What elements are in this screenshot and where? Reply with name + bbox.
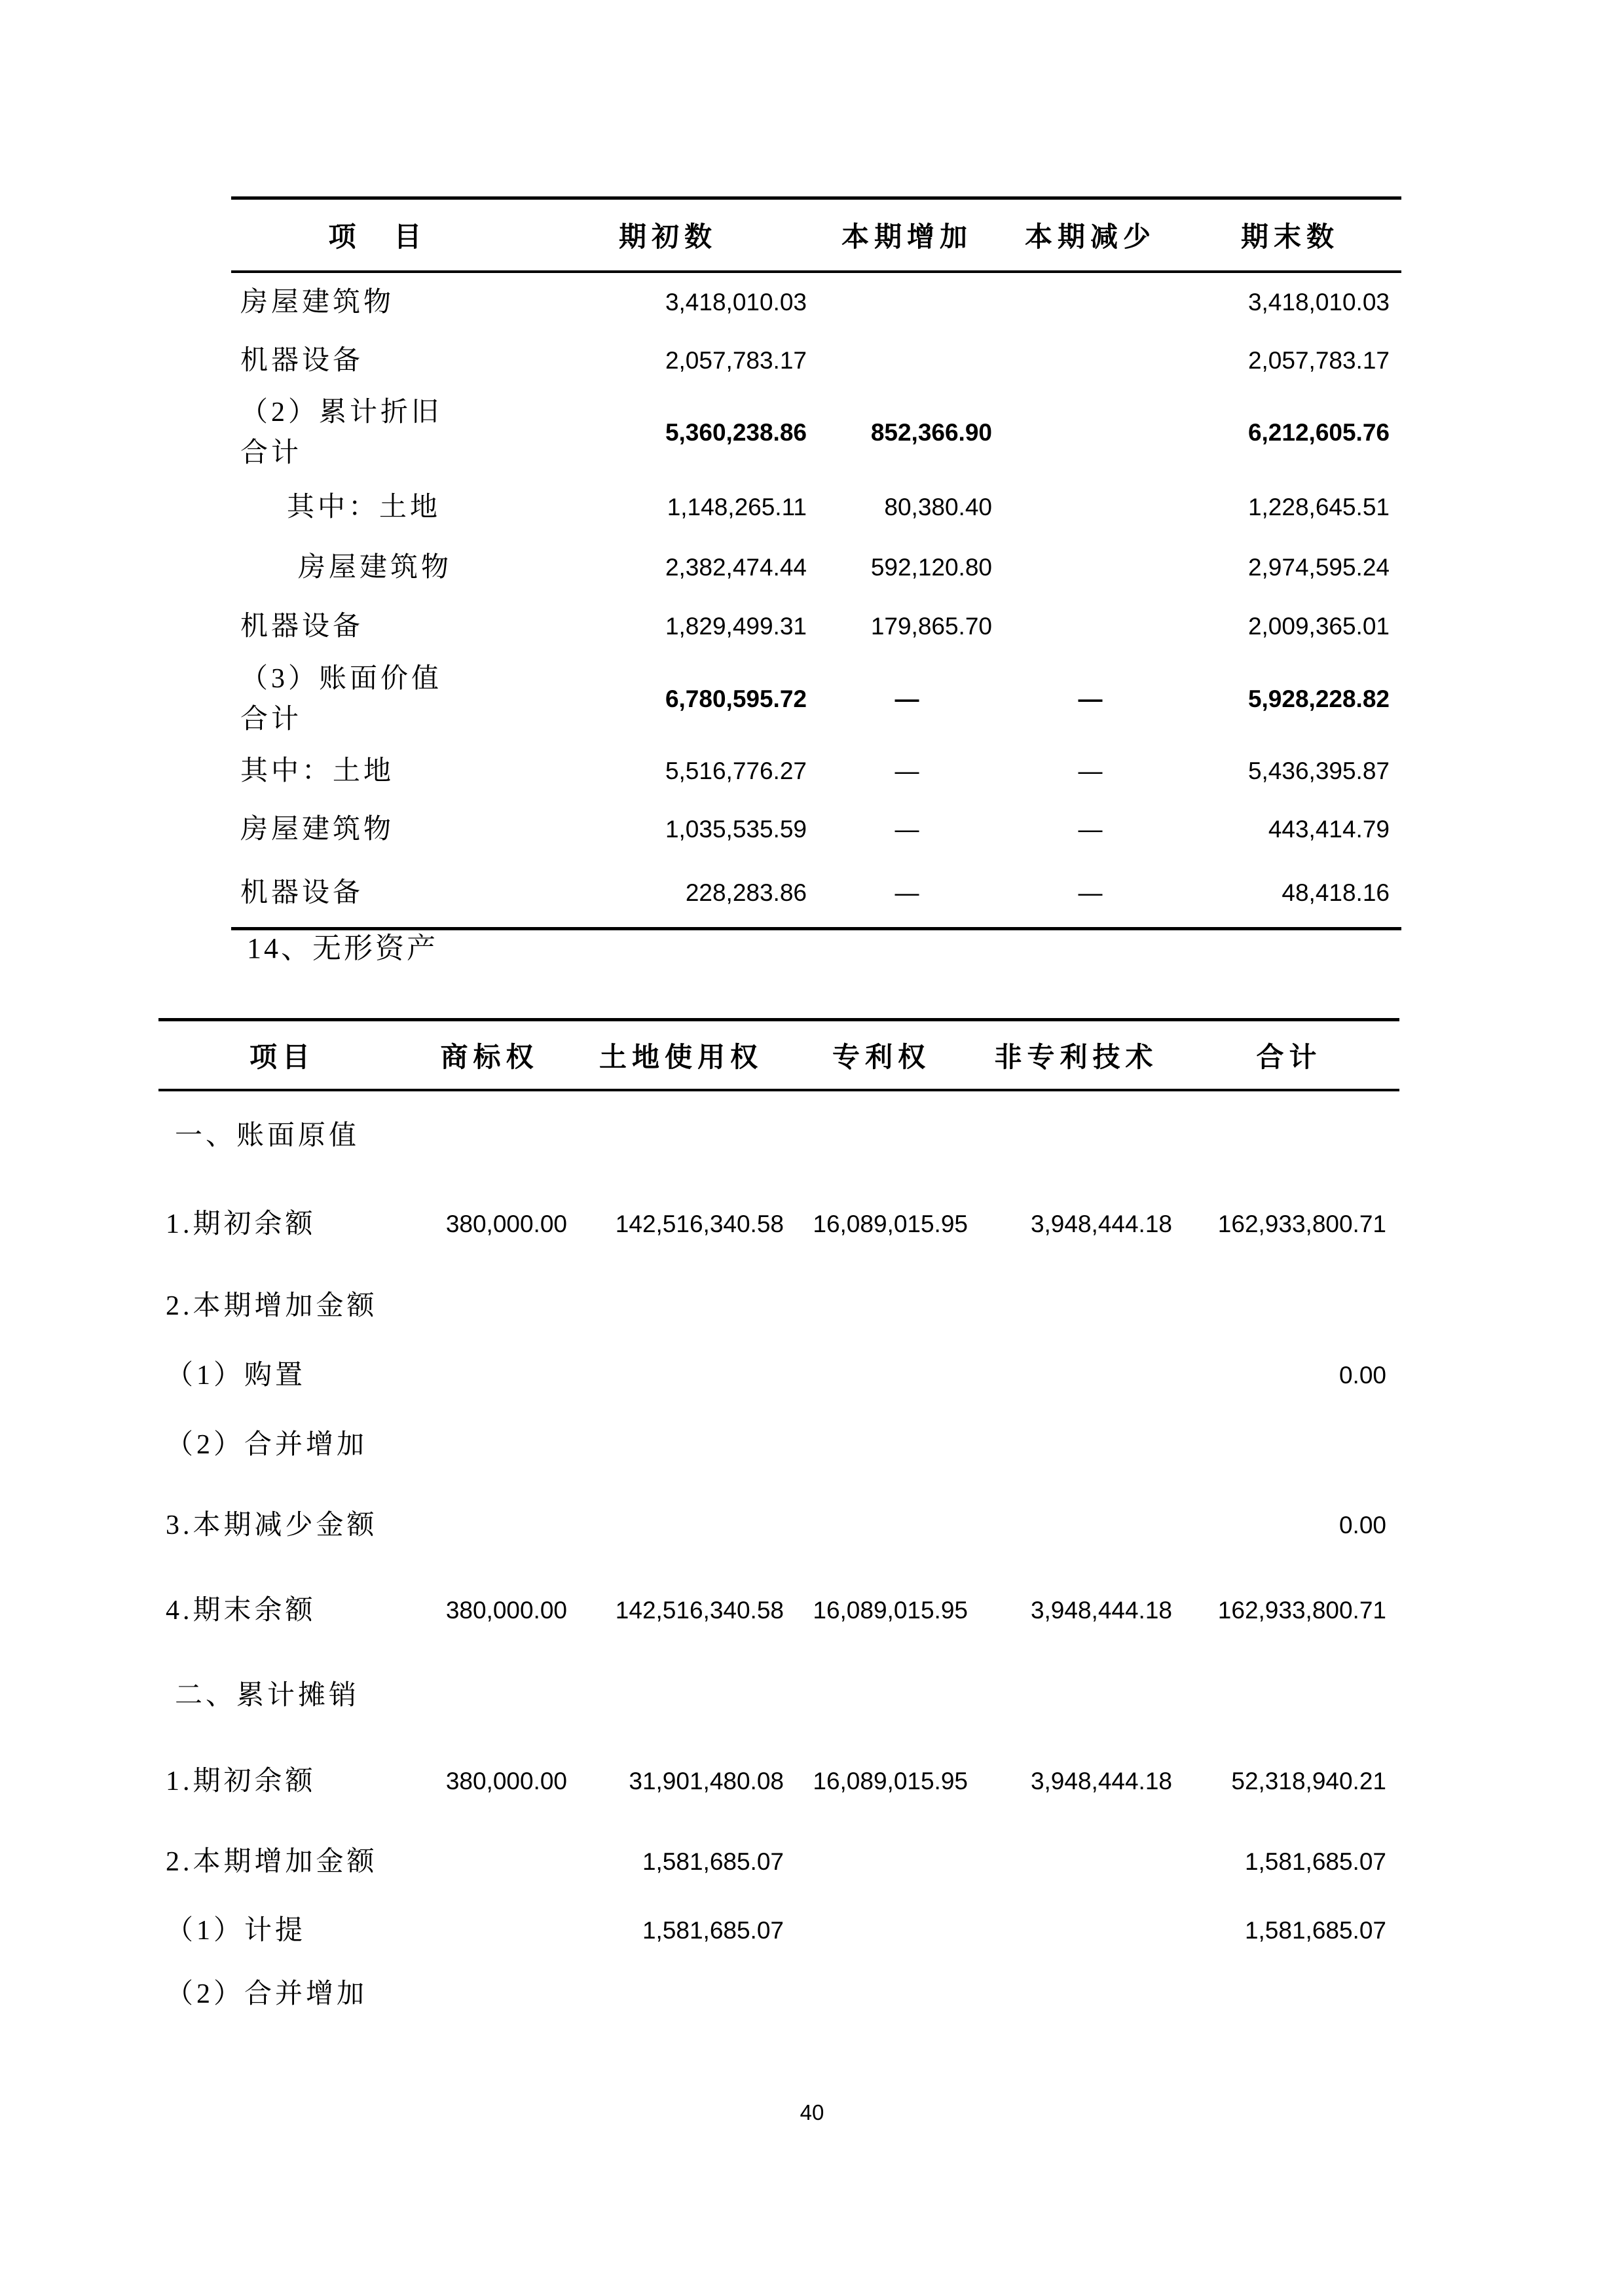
cell-value: 142,516,340.58 [615, 1211, 784, 1237]
table-row [158, 1482, 1399, 1568]
row-label: 机器设备 [240, 345, 364, 376]
cell-value: 142,516,340.58 [615, 1596, 784, 1624]
row-label [231, 392, 524, 473]
table-row [231, 538, 1401, 597]
table-row [231, 390, 1401, 476]
table-row [158, 1268, 1399, 1344]
table-row [231, 476, 1401, 538]
row-label-line: 合计 [240, 704, 303, 735]
row-label: 房屋建筑物 [298, 553, 452, 583]
cell-value: 380,000.00 [445, 1768, 567, 1795]
table-header-row [158, 1021, 1399, 1091]
row-label-line: （3）账面价值 [240, 664, 443, 694]
table-row [231, 273, 1401, 331]
cell-value: 380,000.00 [445, 1211, 567, 1237]
header-cell: 期初数 [618, 223, 717, 253]
table-row [231, 742, 1401, 800]
table-row [158, 1091, 1399, 1180]
cell-value: 3,948,444.18 [1030, 1596, 1172, 1624]
cell-value: 2,382,474.44 [665, 554, 807, 581]
cell-value: 6,780,595.72 [665, 685, 807, 712]
header-cell: 项 目 [328, 223, 427, 253]
intangible-assets-table [158, 1018, 1399, 2026]
cell-value: 52,318,940.21 [1231, 1768, 1386, 1795]
cell-value: 5,360,238.86 [665, 419, 807, 446]
table-row [158, 1738, 1399, 1825]
table-row [231, 331, 1401, 390]
cell-value: 5,436,395.87 [1247, 757, 1390, 784]
section-heading: 14、无形资产 [247, 932, 438, 964]
cell-value: 162,933,800.71 [1217, 1211, 1386, 1237]
cell-value: 162,933,800.71 [1217, 1596, 1386, 1624]
cell-value: — [895, 816, 919, 843]
cell-value: 1,035,535.59 [665, 816, 807, 843]
table-row [231, 597, 1401, 656]
cell-value: — [895, 879, 919, 906]
cell-value: 2,009,365.01 [1247, 613, 1390, 640]
row-label: 机器设备 [240, 611, 364, 642]
cell-value: 1,581,685.07 [642, 1917, 784, 1944]
table-row [158, 1180, 1399, 1268]
row-label: （2）合并增加 [166, 1429, 368, 1460]
row-label: （1）购置 [166, 1360, 306, 1391]
header-cell: 专利权 [832, 1042, 931, 1073]
row-label-line: （2）累计折旧 [240, 397, 443, 428]
row-label: 房屋建筑物 [240, 287, 395, 318]
cell-value: 16,089,015.95 [813, 1768, 968, 1795]
row-label: （2）合并增加 [166, 1979, 368, 2009]
cell-value: — [1078, 816, 1103, 843]
row-label: 机器设备 [240, 878, 364, 908]
cell-value: 2,057,783.17 [1247, 346, 1390, 374]
row-label: 3.本期减少金额 [166, 1510, 378, 1540]
row-label: 一、账面原值 [175, 1121, 360, 1151]
cell-value: 31,901,480.08 [629, 1768, 784, 1795]
cell-value: 0.00 [1338, 1511, 1386, 1539]
row-label: （1）计提 [166, 1916, 306, 1946]
table-row [231, 859, 1401, 927]
cell-value: 1,581,685.07 [1244, 1917, 1386, 1944]
table-header-row [231, 200, 1401, 273]
cell-value: 80,380.40 [884, 493, 992, 520]
header-cell: 商标权 [440, 1042, 539, 1073]
row-label: 其中：土地 [287, 492, 441, 522]
cell-value: 0.00 [1338, 1362, 1386, 1389]
cell-value: 1,148,265.11 [667, 493, 807, 520]
header-cell: 本期减少 [1024, 223, 1156, 253]
table-row [158, 1568, 1399, 1652]
row-label [231, 659, 524, 740]
fixed-assets-table [231, 196, 1401, 930]
table-row [231, 656, 1401, 742]
cell-value: 3,418,010.03 [1247, 288, 1390, 316]
cell-value: — [1078, 685, 1103, 712]
cell-value: 2,974,595.24 [1247, 554, 1390, 581]
cell-value: 592,120.80 [870, 554, 992, 581]
cell-value: 852,366.90 [870, 419, 992, 446]
row-label: 2.本期增加金额 [166, 1291, 378, 1321]
header-cell: 期末数 [1240, 223, 1339, 253]
row-label: 其中：土地 [240, 756, 395, 786]
cell-value: 3,948,444.18 [1030, 1211, 1172, 1237]
cell-value: — [1078, 879, 1103, 906]
cell-value: 16,089,015.95 [813, 1596, 968, 1624]
table-row [158, 1899, 1399, 1962]
table-row [158, 1962, 1399, 2026]
table-row [158, 1652, 1399, 1738]
cell-value: 1,228,645.51 [1247, 493, 1390, 520]
table-row [158, 1344, 1399, 1407]
row-label: 房屋建筑物 [240, 814, 395, 845]
cell-value: 1,581,685.07 [1244, 1848, 1386, 1875]
cell-value: — [1078, 757, 1103, 784]
header-cell: 合计 [1256, 1042, 1322, 1073]
cell-value: 5,928,228.82 [1247, 685, 1390, 712]
row-label: 4.期末余额 [166, 1595, 316, 1626]
header-cell: 土地使用权 [599, 1042, 763, 1073]
header-cell: 项目 [249, 1042, 315, 1073]
row-label: 二、累计摊销 [175, 1680, 360, 1711]
header-cell: 非专利技术 [994, 1042, 1158, 1073]
cell-value: 16,089,015.95 [813, 1211, 968, 1237]
cell-value: 228,283.86 [685, 879, 807, 906]
table-row [158, 1825, 1399, 1899]
page-number: 40 [800, 2100, 824, 2124]
cell-value: 48,418.16 [1282, 879, 1390, 906]
cell-value: 443,414.79 [1268, 816, 1390, 843]
row-label: 2.本期增加金额 [166, 1847, 378, 1877]
table-row [231, 800, 1401, 859]
cell-value: 179,865.70 [870, 613, 992, 640]
header-cell: 本期增加 [841, 223, 972, 253]
cell-value: 3,948,444.18 [1030, 1768, 1172, 1795]
cell-value: 5,516,776.27 [665, 757, 807, 784]
cell-value: 2,057,783.17 [665, 346, 807, 374]
row-label: 1.期初余额 [166, 1766, 316, 1796]
cell-value: 3,418,010.03 [665, 288, 807, 316]
cell-value: 1,581,685.07 [642, 1848, 784, 1875]
cell-value: 6,212,605.76 [1247, 419, 1390, 446]
row-label: 1.期初余额 [166, 1209, 316, 1239]
row-label-line: 合计 [240, 438, 303, 468]
cell-value: — [895, 685, 919, 712]
cell-value: — [895, 757, 919, 784]
cell-value: 380,000.00 [445, 1596, 567, 1624]
table-row [158, 1407, 1399, 1482]
cell-value: 1,829,499.31 [665, 613, 807, 640]
